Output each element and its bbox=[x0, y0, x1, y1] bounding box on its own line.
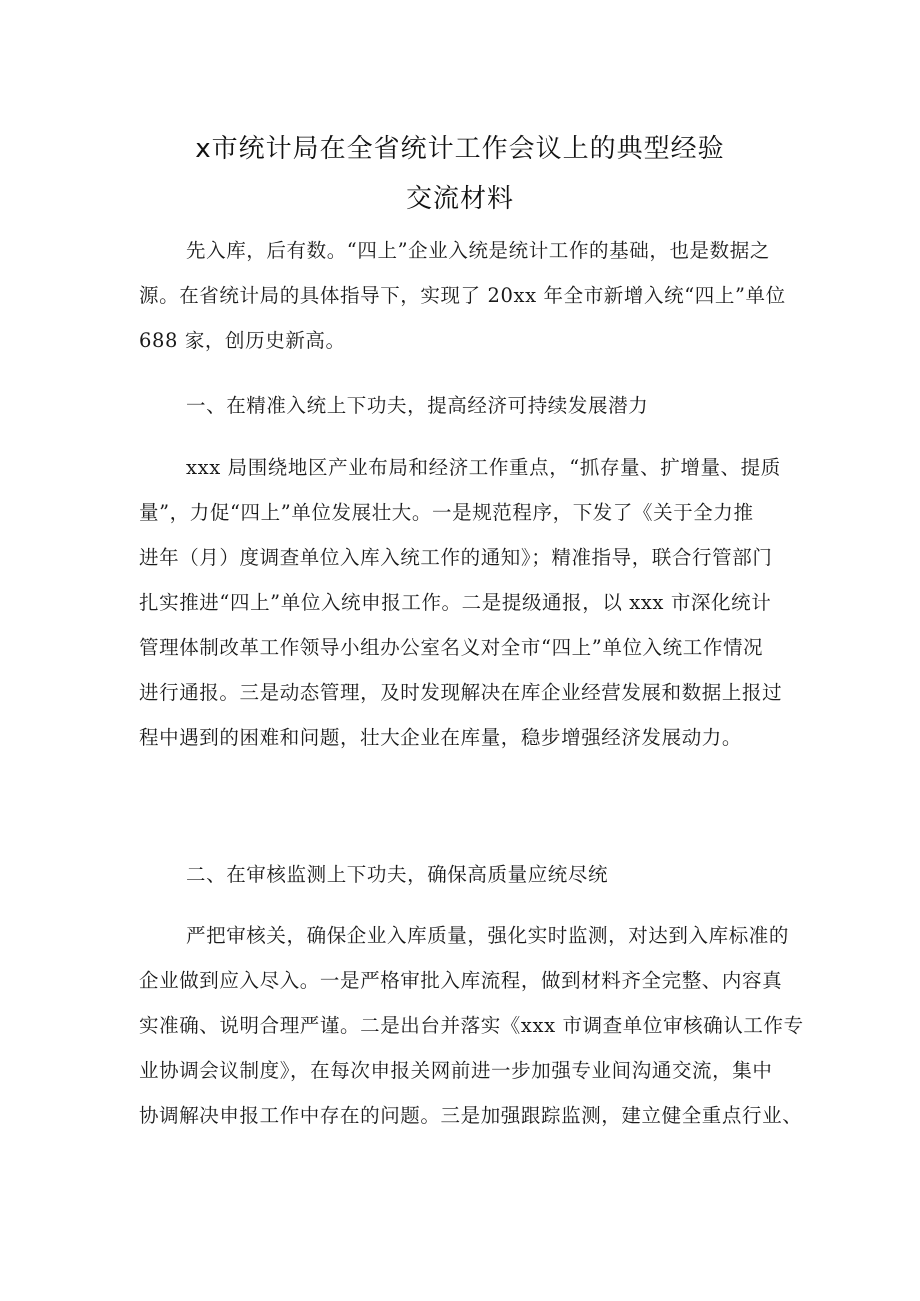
document-title-line-2: 交流材料 bbox=[405, 184, 514, 214]
paragraph-line: 688 家，创历史新高。 bbox=[139, 329, 346, 352]
intro-paragraph bbox=[139, 228, 789, 363]
paragraph-line: 协调解决申报工作中存在的问题。三是加强跟踪监测，建立健全重点行业、 bbox=[139, 1104, 803, 1127]
paragraph-line: 进年（月）度调查单位入库入统工作的通知》；精准指导，联合行管部门 bbox=[139, 546, 773, 569]
paragraph-line: 严把审核关，确保企业入库质量，强化实时监测，对达到入库标准的 bbox=[186, 924, 790, 947]
section-1-paragraph bbox=[139, 445, 789, 760]
section-2-paragraph bbox=[139, 913, 804, 1138]
paragraph-line: 管理体制改革工作领导小组办公室名义对全市“四上”单位入统工作情况 bbox=[139, 636, 764, 659]
paragraph-line: 进行通报。三是动态管理，及时发现解决在库企业经营发展和数据上报过 bbox=[139, 681, 783, 704]
paragraph-line: 实准确、说明合理严谨。二是出台并落实《xxx 市调查单位审核确认工作专 bbox=[139, 1014, 804, 1037]
paragraph-line: 业协调会议制度》，在每次申报关网前进一步加强专业间沟通交流，集中 bbox=[139, 1059, 773, 1082]
paragraph-line: 程中遇到的困难和问题，壮大企业在库量，稳步增强经济发展动力。 bbox=[139, 726, 743, 749]
paragraph-line: 源。在省统计局的具体指导下，实现了 20xx 年全市新增入统“四上”单位 bbox=[139, 284, 786, 307]
document-title-line-1: x市统计局在全省统计工作会议上的典型经验 bbox=[195, 134, 725, 164]
paragraph-line: xxx 局围绕地区产业布局和经济工作重点，“抓存量、扩增量、提质 bbox=[186, 456, 781, 479]
paragraph-line: 企业做到应入尽入。一是严格审批入库流程，做到材料齐全完整、内容真 bbox=[139, 969, 783, 992]
paragraph-line: 量”，力促“四上”单位发展壮大。一是规范程序，下发了《关于全力推 bbox=[139, 501, 754, 524]
section-1-heading: 一、在精准入统上下功夫，提高经济可持续发展潜力 bbox=[186, 394, 649, 417]
paragraph-line: 先入库，后有数。“四上”企业入统是统计工作的基础，也是数据之 bbox=[186, 239, 770, 262]
section-2-heading: 二、在审核监测上下功夫，确保高质量应统尽统 bbox=[186, 863, 609, 886]
paragraph-line: 扎实推进“四上”单位入统申报工作。二是提级通报，以 xxx 市深化统计 bbox=[139, 591, 772, 614]
